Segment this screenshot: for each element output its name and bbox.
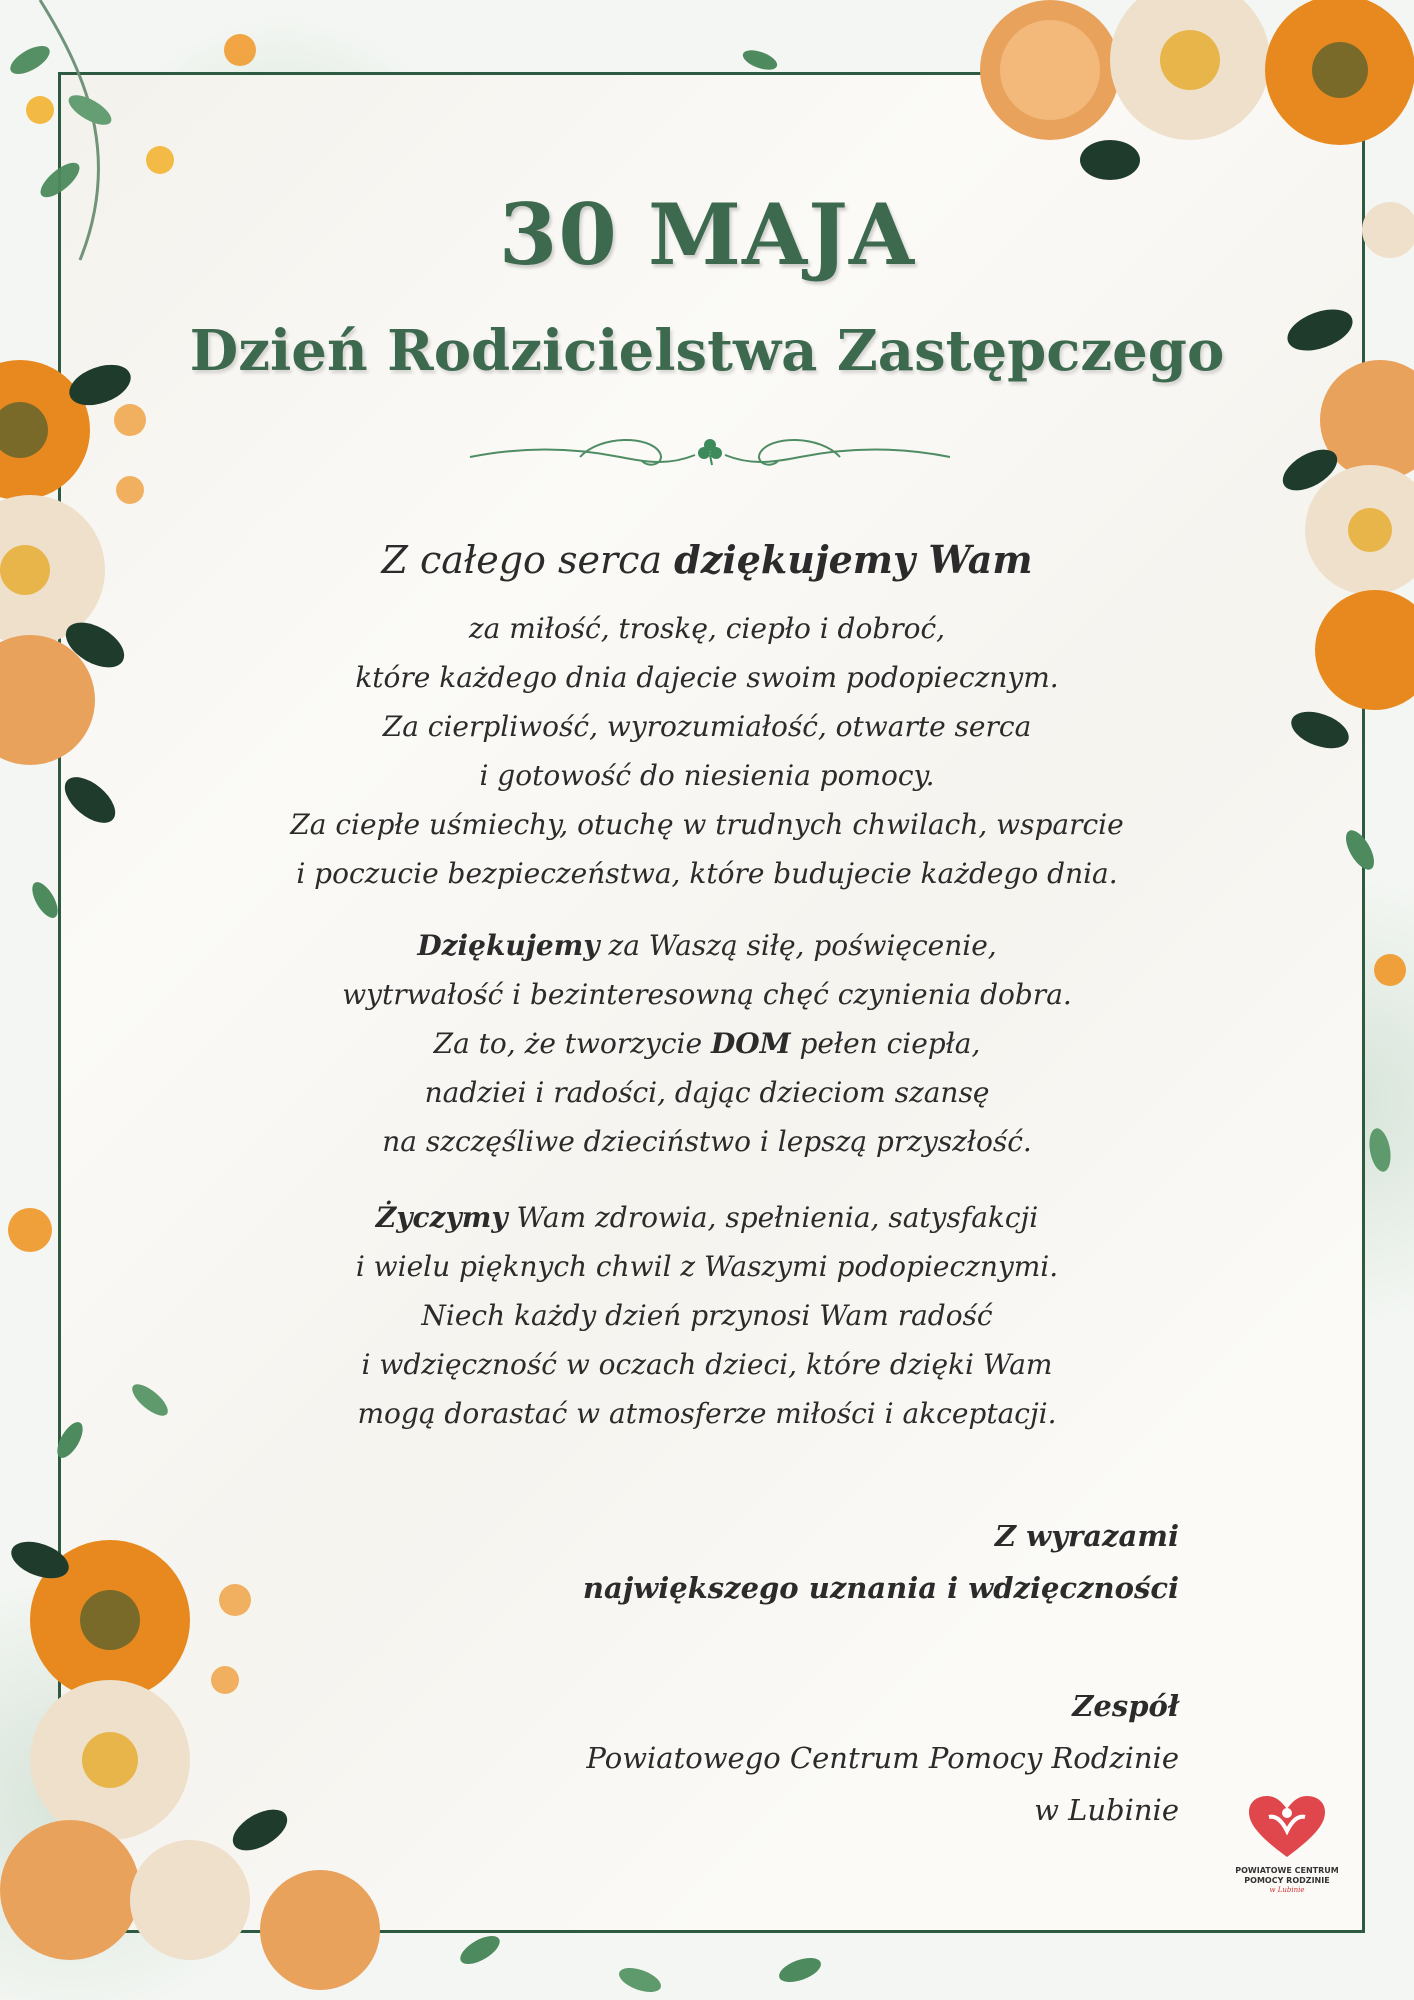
paragraph-1-line: za miłość, troskę, ciepło i dobroć,: [468, 612, 946, 645]
paragraph-1-line: i poczucie bezpieczeństwa, które budujecie każdego dnia.: [296, 857, 1118, 890]
paragraph-2-line: wytrwałość i bezinteresowną chęć czynienia dobra.: [342, 978, 1072, 1011]
wishes-word: Życzymy: [375, 1201, 508, 1234]
home-word: DOM: [710, 1027, 791, 1060]
paragraph-3-line: Niech każdy dzień przynosi Wam radość: [421, 1299, 993, 1332]
closing-phrase: [583, 1510, 1179, 1614]
paragraph-2: [180, 921, 1234, 1166]
closing-line: największego uznania i wdzięczności: [582, 1571, 1179, 1605]
logo-text-1: POWIATOWE CENTRUM: [1235, 1866, 1339, 1875]
logo-text-2: POMOCY RODZINIE: [1244, 1876, 1330, 1885]
paragraph-1-line: Za ciepłe uśmiechy, otuchę w trudnych chwilach, wsparcie: [290, 808, 1124, 841]
event-title: Dzień Rodzicielstwa Zastępczego: [189, 318, 1225, 384]
paragraph-3-line: [180, 1193, 1234, 1242]
lead-sentence: [180, 537, 1234, 582]
paragraph-2-text: za Waszą siłę, poświęcenie,: [599, 929, 997, 962]
paragraph-2-line: [180, 921, 1234, 970]
paragraph-3-line: i wielu pięknych chwil z Waszymi podopiecznymi.: [355, 1250, 1059, 1283]
thanks-word: Dziękujemy: [417, 929, 600, 962]
paragraph-1-line: które każdego dnia dajecie swoim podopiecznym.: [355, 661, 1059, 694]
paragraph-2-text: pełen ciepła,: [790, 1027, 981, 1060]
paragraph-2-line: [180, 1019, 1234, 1068]
paragraph-1: [180, 604, 1234, 898]
paragraph-3-line: i wdzięczność w oczach dzieci, które dzięki Wam: [361, 1348, 1053, 1381]
signature-org: Powiatowego Centrum Pomocy Rodzinie: [586, 1741, 1179, 1775]
signature-team: Zespół: [1072, 1689, 1179, 1723]
paragraph-2-line: nadziei i radości, dając dzieciom szansę: [424, 1076, 990, 1109]
signature: [586, 1680, 1179, 1836]
organization-logo: [1232, 1795, 1342, 1905]
closing-line: Z wyrazami: [994, 1519, 1179, 1553]
paragraph-3-line: mogą dorastać w atmosferze miłości i akceptacji.: [357, 1397, 1057, 1430]
paragraph-2-text: Za to, że tworzycie: [433, 1027, 711, 1060]
lead-bold: dziękujemy Wam: [674, 537, 1033, 582]
paragraph-2-line: na szczęśliwe dzieciństwo i lepszą przyszłość.: [382, 1125, 1032, 1158]
signature-city: w Lubinie: [1034, 1793, 1179, 1827]
ornament-divider-icon: [460, 425, 960, 485]
paragraph-1-line: Za cierpliwość, wyrozumiałość, otwarte serca: [382, 710, 1032, 743]
heart-hands-icon: [1247, 1795, 1327, 1861]
paragraph-3: [180, 1193, 1234, 1438]
paragraph-3-text: Wam zdrowia, spełnienia, satysfakcji: [507, 1201, 1039, 1234]
event-date: 30 MAJA: [498, 185, 916, 284]
paragraph-1-line: i gotowość do niesienia pomocy.: [479, 759, 935, 792]
logo-text-3: w Lubinie: [1269, 1886, 1305, 1894]
lead-normal: Z całego serca: [381, 538, 675, 582]
